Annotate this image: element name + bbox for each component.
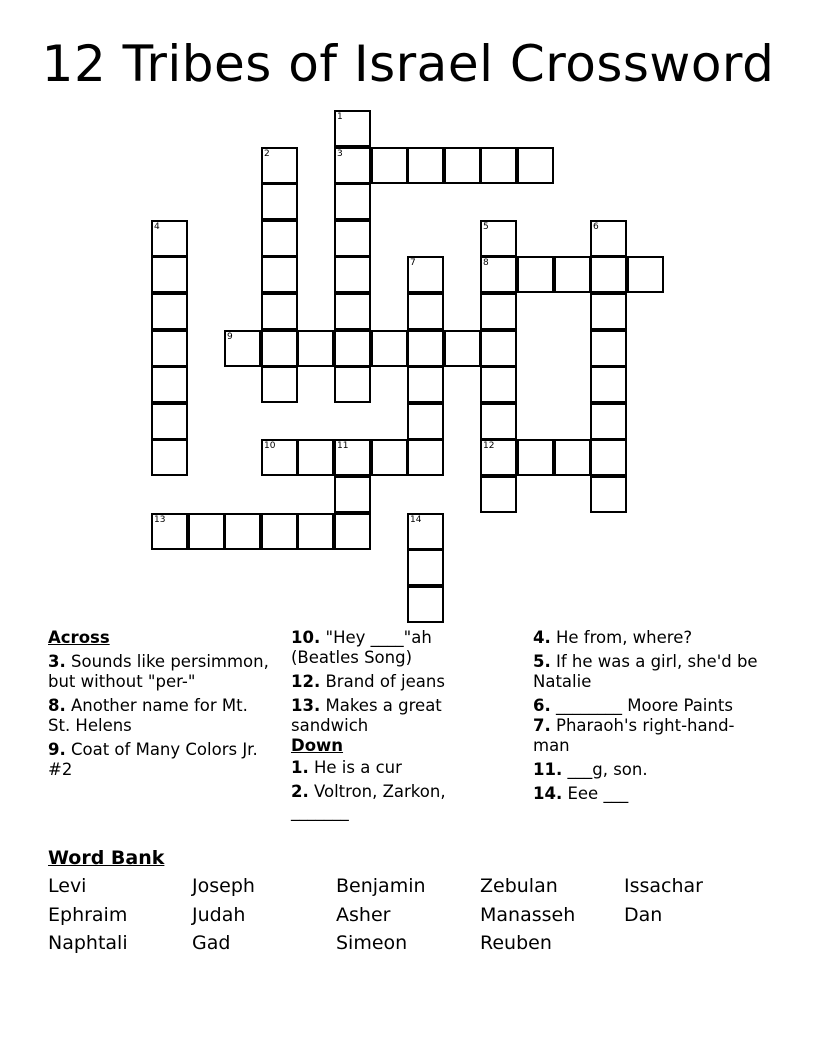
grid-cell[interactable]	[407, 549, 444, 586]
down-clue: 6. ________ Moore Paints	[533, 696, 733, 715]
down-clue: 7. Pharaoh's right-hand-man	[533, 716, 735, 755]
grid-cell[interactable]	[334, 476, 371, 513]
grid-cell[interactable]	[407, 366, 444, 403]
grid-cell[interactable]	[334, 513, 371, 550]
down-clue: 5. If he was a girl, she'd be Natalie	[533, 652, 758, 691]
grid-cell[interactable]	[334, 366, 371, 403]
word-bank-item: Manasseh	[480, 904, 576, 926]
grid-cell[interactable]	[261, 366, 298, 403]
across-clue: 13. Makes a great sandwich	[291, 696, 442, 735]
clue-number: 9	[227, 332, 233, 342]
grid-cell[interactable]	[480, 293, 517, 330]
grid-cell[interactable]	[261, 220, 298, 257]
grid-cell[interactable]	[261, 513, 298, 550]
grid-cell[interactable]	[480, 147, 517, 184]
grid-cell[interactable]	[590, 293, 627, 330]
word-bank-item: Reuben	[480, 932, 552, 954]
clue-number: 2	[264, 149, 270, 159]
grid-cell[interactable]	[261, 293, 298, 330]
clue-number: 6	[593, 222, 599, 232]
across-clue: 12. Brand of jeans	[291, 672, 445, 691]
grid-cell[interactable]	[151, 293, 188, 330]
grid-cell[interactable]	[334, 439, 371, 476]
clue-number: 10	[264, 441, 276, 451]
grid-cell[interactable]	[224, 513, 261, 550]
grid-cell[interactable]	[407, 256, 444, 293]
word-bank-item: Issachar	[624, 875, 703, 897]
grid-cell[interactable]	[407, 330, 444, 367]
grid-cell[interactable]	[224, 330, 261, 367]
grid-cell[interactable]	[334, 256, 371, 293]
grid-cell[interactable]	[261, 147, 298, 184]
clues-column-3	[533, 628, 763, 808]
grid-cell[interactable]	[480, 220, 517, 257]
word-bank-item: Judah	[192, 904, 246, 926]
grid-cell[interactable]	[407, 439, 444, 476]
across-clue: 9. Coat of Many Colors Jr. #2	[48, 740, 258, 779]
clue-number: 5	[483, 222, 489, 232]
word-bank-item: Benjamin	[336, 875, 426, 897]
page-title: 12 Tribes of Israel Crossword	[41, 35, 775, 93]
grid-cell[interactable]	[590, 330, 627, 367]
across-clue: 8. Another name for Mt. St. Helens	[48, 696, 248, 735]
grid-cell[interactable]	[261, 330, 298, 367]
grid-cell[interactable]	[151, 366, 188, 403]
grid-cell[interactable]	[407, 586, 444, 623]
grid-cell[interactable]	[627, 256, 664, 293]
grid-cell[interactable]	[371, 330, 408, 367]
grid-cell[interactable]	[371, 147, 408, 184]
grid-cell[interactable]	[334, 147, 371, 184]
grid-cell[interactable]	[188, 513, 225, 550]
word-bank-item: Zebulan	[480, 875, 558, 897]
grid-cell[interactable]	[590, 476, 627, 513]
grid-cell[interactable]	[334, 110, 371, 147]
down-clue: 2. Voltron, Zarkon, _______	[291, 782, 446, 821]
word-bank-item: Joseph	[192, 875, 255, 897]
grid-cell[interactable]	[334, 330, 371, 367]
grid-cell[interactable]	[480, 476, 517, 513]
word-bank-item: Ephraim	[48, 904, 128, 926]
grid-cell[interactable]	[151, 256, 188, 293]
across-heading: Across	[48, 628, 110, 647]
clue-number: 11	[337, 441, 349, 451]
grid-cell[interactable]	[297, 330, 334, 367]
word-bank-item: Naphtali	[48, 932, 128, 954]
grid-cell[interactable]	[444, 147, 481, 184]
down-clue: 14. Eee ___	[533, 784, 629, 803]
grid-cell[interactable]	[517, 256, 554, 293]
grid-cell[interactable]	[480, 330, 517, 367]
down-clue: 4. He from, where?	[533, 628, 693, 647]
grid-cell[interactable]	[554, 256, 591, 293]
clue-number: 3	[337, 149, 343, 159]
word-bank-item: Asher	[336, 904, 391, 926]
across-clue: 10. "Hey ____"ah (Beatles Song)	[291, 628, 432, 667]
clue-number: 12	[483, 441, 495, 451]
grid-cell[interactable]	[297, 513, 334, 550]
across-clue: 3. Sounds like persimmon, but without "per-"	[48, 652, 269, 691]
grid-cell[interactable]	[407, 513, 444, 550]
down-clue: 11. ___g, son.	[533, 760, 648, 779]
grid-cell[interactable]	[407, 147, 444, 184]
grid-cell[interactable]	[590, 366, 627, 403]
word-bank-item: Gad	[192, 932, 231, 954]
grid-cell[interactable]	[334, 220, 371, 257]
grid-cell[interactable]	[151, 220, 188, 257]
grid-cell[interactable]	[554, 439, 591, 476]
grid-cell[interactable]	[334, 183, 371, 220]
clue-number: 7	[410, 258, 416, 268]
grid-cell[interactable]	[517, 147, 554, 184]
grid-cell[interactable]	[590, 256, 627, 293]
clue-number: 1	[337, 112, 343, 122]
grid-cell[interactable]	[334, 293, 371, 330]
word-bank-heading: Word Bank	[48, 847, 165, 869]
word-bank-item: Levi	[48, 875, 87, 897]
clue-number: 4	[154, 222, 160, 232]
grid-cell[interactable]	[480, 439, 517, 476]
grid-cell[interactable]	[407, 403, 444, 440]
grid-cell[interactable]	[480, 403, 517, 440]
grid-cell[interactable]	[480, 366, 517, 403]
grid-cell[interactable]	[261, 183, 298, 220]
clues-column-2	[291, 628, 471, 826]
grid-cell[interactable]	[480, 256, 517, 293]
grid-cell[interactable]	[517, 439, 554, 476]
clue-number: 13	[154, 515, 166, 525]
grid-cell[interactable]	[151, 330, 188, 367]
clues-column-1	[48, 628, 273, 784]
grid-cell[interactable]	[297, 439, 334, 476]
grid-cell[interactable]	[151, 513, 188, 550]
word-bank-item: Dan	[624, 904, 663, 926]
grid-cell[interactable]	[590, 439, 627, 476]
clue-number: 14	[410, 515, 422, 525]
down-clue: 1. He is a cur	[291, 758, 402, 777]
grid-cell[interactable]	[261, 256, 298, 293]
grid-cell[interactable]	[590, 403, 627, 440]
word-bank-item: Simeon	[336, 932, 408, 954]
grid-cell[interactable]	[407, 293, 444, 330]
grid-cell[interactable]	[151, 439, 188, 476]
grid-cell[interactable]	[261, 439, 298, 476]
grid-cell[interactable]	[371, 439, 408, 476]
grid-cell[interactable]	[151, 403, 188, 440]
grid-cell[interactable]	[590, 220, 627, 257]
down-heading: Down	[291, 736, 344, 755]
grid-cell[interactable]	[444, 330, 481, 367]
clue-number: 8	[483, 258, 489, 268]
